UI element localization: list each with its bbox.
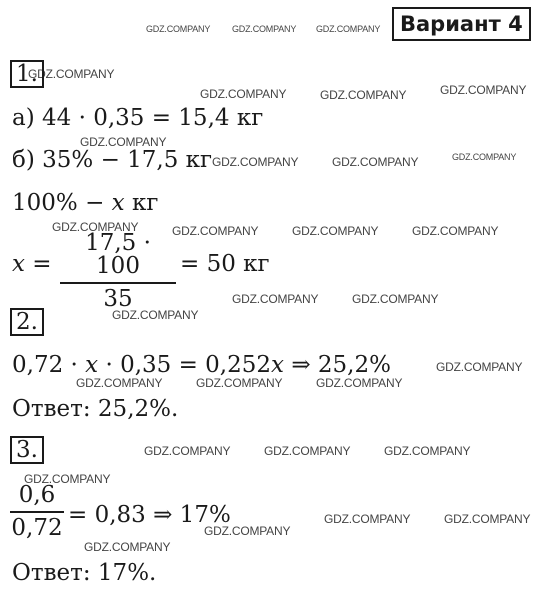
watermark: GDZ.COMPANY: [76, 376, 163, 390]
task3-answer: Ответ: 17%.: [12, 560, 157, 586]
watermark: GDZ.COMPANY: [52, 220, 139, 234]
watermark: GDZ.COMPANY: [264, 444, 351, 458]
watermark: GDZ.COMPANY: [232, 292, 319, 306]
watermark: GDZ.COMPANY: [196, 376, 283, 390]
task3-fraction: [10, 484, 64, 540]
task1-line-c-left: 100% −: [12, 190, 112, 216]
watermark: GDZ.COMPANY: [232, 24, 297, 34]
task1-line-c-right: кг: [124, 190, 159, 216]
task1-line-a: а) 44 · 0,35 = 15,4 кг: [12, 105, 264, 131]
watermark: GDZ.COMPANY: [352, 292, 439, 306]
watermark: GDZ.COMPANY: [204, 524, 291, 538]
watermark: GDZ.COMPANY: [436, 360, 523, 374]
task1-line-b: б) 35% − 17,5 кг: [12, 147, 213, 173]
watermark: GDZ.COMPANY: [412, 224, 499, 238]
watermark: GDZ.COMPANY: [80, 135, 167, 149]
task1-frac-den: 35: [103, 286, 133, 312]
watermark: GDZ.COMPANY: [384, 444, 471, 458]
variant-label: Вариант 4: [392, 7, 531, 41]
task2-answer: Ответ: 25,2%.: [12, 396, 179, 422]
task1-line-c: [12, 192, 158, 215]
task1-eq-left: [12, 253, 52, 276]
watermark: GDZ.COMPANY: [24, 472, 111, 486]
task2-line-left: 0,72 ·: [12, 352, 86, 378]
watermark: GDZ.COMPANY: [84, 540, 171, 554]
task2-line: [12, 354, 391, 377]
watermark: GDZ.COMPANY: [324, 512, 411, 526]
watermark: GDZ.COMPANY: [144, 444, 231, 458]
task1-number: 1.: [10, 60, 44, 88]
watermark: GDZ.COMPANY: [452, 152, 517, 162]
task1-fraction: [60, 232, 176, 311]
watermark: GDZ.COMPANY: [332, 155, 419, 169]
task3-line: = 0,83 ⇒ 17%: [68, 502, 231, 528]
task1-eq-var: x: [12, 251, 25, 277]
task1-line-c-var: x: [111, 190, 125, 216]
watermark: GDZ.COMPANY: [28, 67, 115, 81]
fraction-bar: [10, 511, 64, 513]
watermark: GDZ.COMPANY: [316, 24, 381, 34]
watermark: GDZ.COMPANY: [440, 83, 527, 97]
task3-number: 3.: [10, 436, 44, 464]
watermark: GDZ.COMPANY: [292, 224, 379, 238]
task2-number: 2.: [10, 308, 44, 336]
watermark: GDZ.COMPANY: [112, 308, 199, 322]
fraction-bar: [60, 282, 176, 284]
task2-line-right: ⇒ 25,2%: [284, 352, 391, 378]
watermark: GDZ.COMPANY: [444, 512, 531, 526]
watermark: GDZ.COMPANY: [320, 88, 407, 102]
task1-eq-sign: =: [32, 251, 52, 277]
task2-line-var2: x: [271, 352, 285, 378]
task2-line-var: x: [85, 352, 99, 378]
watermark: GDZ.COMPANY: [212, 155, 299, 169]
task2-line-mid: · 0,35 = 0,252: [98, 352, 272, 378]
watermark: GDZ.COMPANY: [172, 224, 259, 238]
watermark: GDZ.COMPANY: [200, 87, 287, 101]
task3-frac-den: 0,72: [11, 515, 63, 541]
watermark: GDZ.COMPANY: [316, 376, 403, 390]
task3-frac-num: 0,6: [18, 482, 56, 508]
task1-frac-num: 17,5 · 100: [85, 230, 151, 279]
task1-eq-result: = 50 кг: [180, 251, 270, 277]
watermark: GDZ.COMPANY: [146, 24, 211, 34]
